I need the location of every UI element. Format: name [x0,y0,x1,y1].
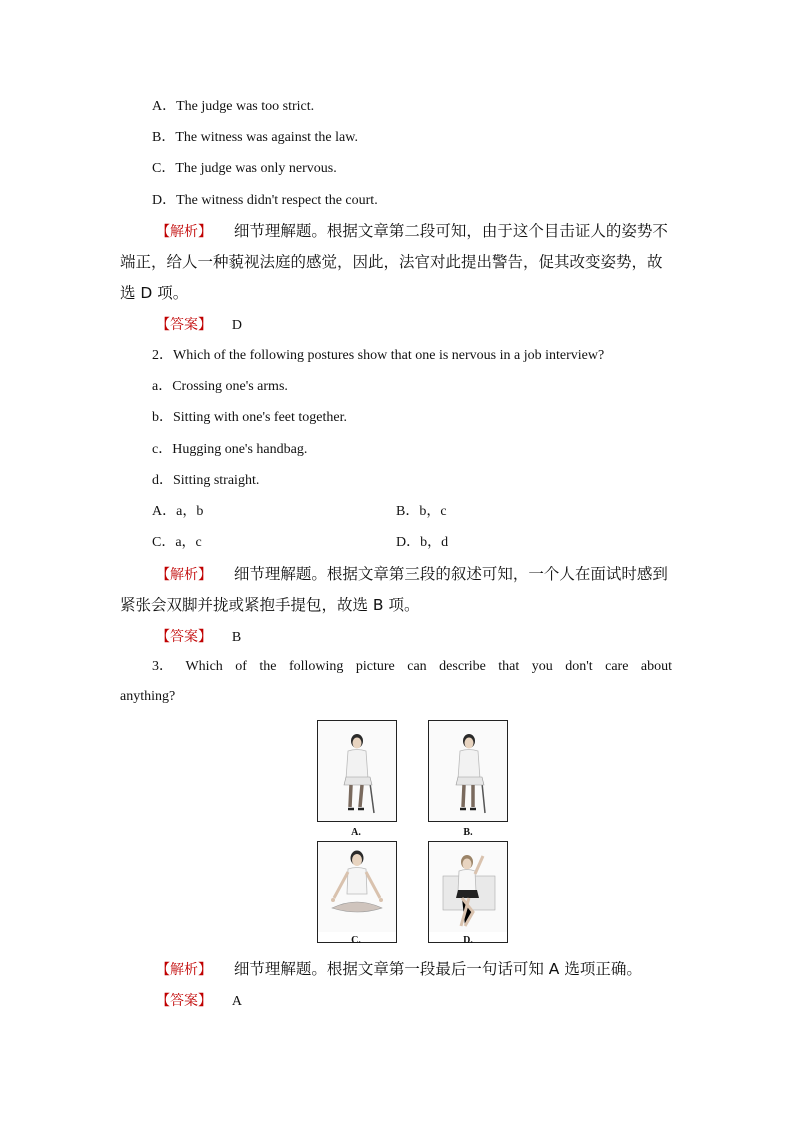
q2-choice-c: C．a，c [152,535,202,550]
q1-option-a: A．The judge was too strict. [152,99,315,114]
picture-b-caption: B. [463,827,473,838]
analysis-tag: 【解析】 [156,224,212,240]
q2-choice-d: D．b，d [396,535,449,550]
q3-question-line-1: 3． Which of the following picture can describe that you don't care about [152,659,672,674]
woman-sitting-feet-together-icon [429,721,507,821]
picture-c [317,841,397,943]
q2-choice-b: B．b，c [396,504,447,519]
q1-analysis-line-2: 端正，给人一种藐视法庭的感觉，因此，法官对此提出警告，促其改变姿势，故 [120,253,663,271]
woman-cross-legged-meditating-icon [318,842,396,932]
q3-analysis-line-1: 【解析】 细节理解题。根据文章第一段最后一句话可知 A 选项正确。 [156,960,642,978]
picture-a [317,720,397,822]
woman-sitting-feet-crossed-icon [318,721,396,821]
q1-analysis-line-1: 【解析】 细节理解题。根据文章第二段可知，由于这个目击证人的姿势不 [156,222,668,240]
q1-option-c: C．The judge was only nervous. [152,161,337,176]
picture-b [428,720,508,822]
q1-option-b: B．The witness was against the law. [152,130,358,145]
q1-answer: 【答案】 D [156,317,242,333]
q2-choice-a: A．a，b [152,504,204,519]
analysis-tag: 【解析】 [156,567,212,583]
answer-tag: 【答案】 [156,629,212,645]
picture-c-caption: C. [351,935,361,946]
q2-item-a: a．Crossing one's arms. [152,379,288,394]
analysis-tag: 【解析】 [156,962,212,978]
q3-question-line-2: anything? [120,689,176,704]
picture-d-caption: D. [463,935,473,946]
q2-question: 2．Which of the following postures show that one is nervous in a job interview? [152,348,605,363]
q2-analysis-line-2: 紧张会双脚并拢或紧抱手提包，故选 B 项。 [120,596,420,614]
q2-analysis-line-1: 【解析】 细节理解题。根据文章第三段的叙述可知，一个人在面试时感到 [156,565,668,583]
q2-item-d: d．Sitting straight. [152,473,260,488]
picture-a-caption: A. [351,827,361,838]
answer-tag: 【答案】 [156,993,212,1009]
q3-answer: 【答案】 A [156,993,242,1009]
q2-answer: 【答案】 B [156,629,242,645]
q1-analysis-line-3: 选 D 项。 [120,284,189,302]
q1-option-d: D．The witness didn't respect the court. [152,193,378,208]
q2-item-b: b．Sitting with one's feet together. [152,410,347,425]
picture-d [428,841,508,943]
q2-item-c: c．Hugging one's handbag. [152,442,308,457]
answer-tag: 【答案】 [156,317,212,333]
woman-legs-crossed-waving-icon [429,842,507,932]
